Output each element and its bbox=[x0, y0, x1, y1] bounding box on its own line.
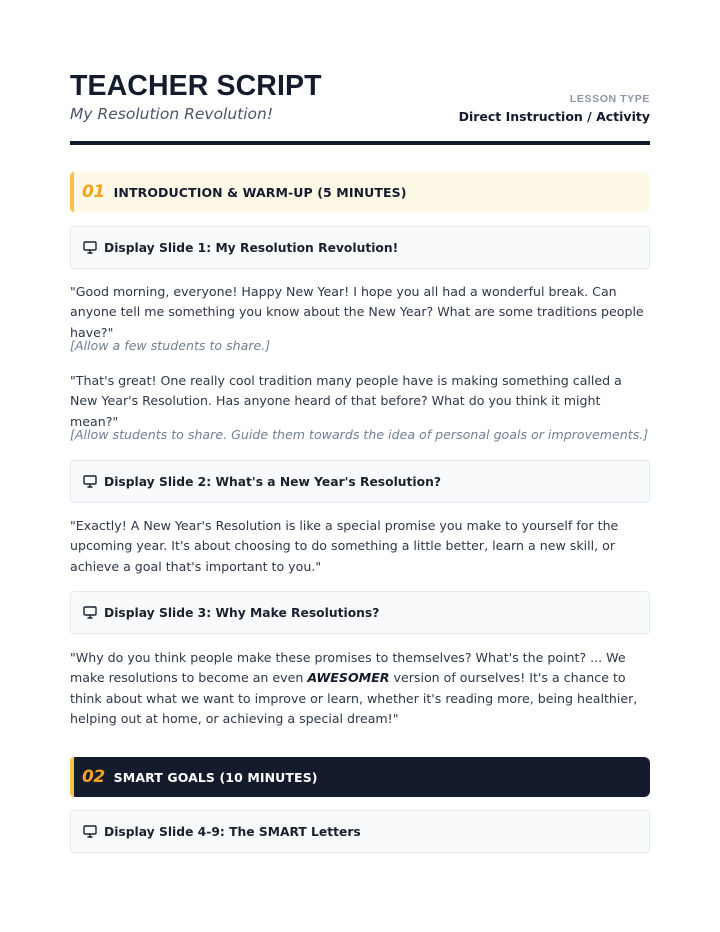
monitor-icon bbox=[83, 475, 97, 488]
monitor-icon bbox=[83, 606, 97, 619]
monitor-icon bbox=[83, 241, 97, 254]
stage-direction: [Allow students to share. Guide them towards the idea of personal goals or improvements.] bbox=[70, 427, 649, 442]
slide-cue-label: Display Slide 2: What's a New Year's Resolution? bbox=[104, 474, 441, 489]
header-divider bbox=[70, 141, 650, 145]
slide-cue-label: Display Slide 3: Why Make Resolutions? bbox=[104, 605, 380, 620]
stage-direction: [Allow a few students to share.] bbox=[70, 338, 271, 353]
emphasis-text: AWESOMER bbox=[307, 670, 390, 686]
section-number: 02 bbox=[82, 767, 105, 787]
paragraph-text: "Why do you think people make these promises to themselves? What's the point? ... We make resolutions to become an even bbox=[70, 650, 626, 686]
script-paragraph: "Exactly! A New Year's Resolution is like a special promise you make to yourself for the upcoming year. It's about choosing to do something a little better, learn a new skill, or achieve a goal that's important to you." bbox=[70, 518, 619, 574]
section-title: INTRODUCTION & WARM-UP (5 MINUTES) bbox=[113, 184, 407, 200]
lesson-type-value: Direct Instruction / Activity bbox=[458, 109, 650, 124]
section-title: SMART GOALS (10 MINUTES) bbox=[113, 769, 318, 785]
lesson-type-label: LESSON TYPE bbox=[569, 93, 650, 105]
script-paragraph: "That's great! One really cool tradition many people have is making something called a New Year's Resolution. Has anyone heard of that before? What do you think it might mean?" bbox=[70, 373, 622, 429]
slide-cue-label: Display Slide 1: My Resolution Revolution! bbox=[104, 240, 399, 255]
section-header-01 bbox=[70, 172, 650, 212]
section-header-02 bbox=[70, 757, 650, 797]
paragraph-text: version of ourselves! It's a chance to think about what we want to improve or learn, whether it's reading more, being healthier, helping out at home, or achieving a special dream!" bbox=[70, 670, 638, 726]
script-paragraph: "Good morning, everyone! Happy New Year! I hope you all had a wonderful break. Can anyone tell me something you know about the New Year? What are some traditions people have?" bbox=[70, 284, 644, 340]
slide-cue-3 bbox=[70, 591, 650, 634]
section-number: 01 bbox=[82, 182, 105, 202]
monitor-icon bbox=[83, 825, 97, 838]
slide-cue-1 bbox=[70, 226, 650, 269]
page-title: TEACHER SCRIPT bbox=[70, 70, 322, 102]
slide-cue-label: Display Slide 4-9: The SMART Letters bbox=[104, 824, 361, 839]
script-paragraph-emphasis bbox=[70, 648, 650, 729]
slide-cue-2 bbox=[70, 460, 650, 503]
page-subtitle: My Resolution Revolution! bbox=[70, 105, 274, 123]
document-header bbox=[70, 68, 650, 144]
slide-cue-4 bbox=[70, 810, 650, 853]
